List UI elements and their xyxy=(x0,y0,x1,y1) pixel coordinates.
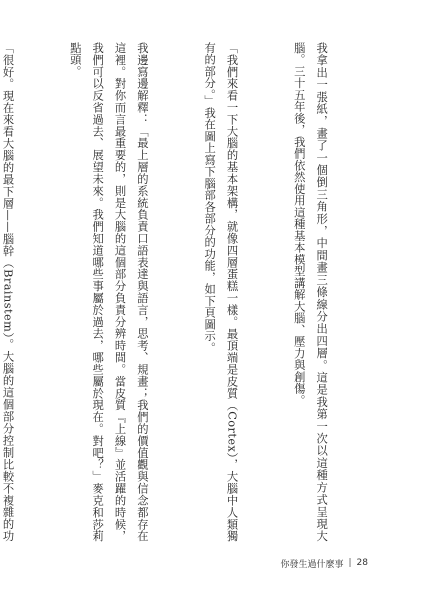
vertical-text-body xyxy=(0,42,377,542)
paragraph-4: 「很好。現在來看大腦的最下層——腦幹（Brainstem）。大腦的這個部分控制比較不複雜的功 xyxy=(1,42,15,542)
paragraph-2: 「我們來看一下大腦的基本架構，就像四層蛋糕一樣。最頂端是皮質（Cortex），大腦中人類獨有的部分。」我在圖上寫下腦部各部分的功能，如下頁圖示。 xyxy=(203,42,239,542)
paragraph-1: 我拿出一張紙，畫了一個倒三角形，中間畫三條線分出四層。這是我第一次以這種方式呈現大腦。三十五年後，我們依然使用這種基本模型講解大腦、壓力與創傷。 xyxy=(292,42,329,542)
page-number: 28 xyxy=(356,558,368,568)
footer-separator: | xyxy=(348,558,352,568)
paragraph-3: 我邊寫邊解釋：「最上層的系統負責口語表達與語言，思考、規畫；我們的價值觀與信念都存在這裡。對你而言最重要的，則是大腦的這個部分負責分辨時間。當皮質『上線』並活躍的時候，我們可以反省過去、展望未來。我們知道哪些事屬於過去，哪些屬於現在。對吧？」麥克和莎莉點頭。 xyxy=(68,42,149,542)
book-title: 你發生過什麼事 xyxy=(280,559,344,570)
page-footer xyxy=(280,556,368,570)
